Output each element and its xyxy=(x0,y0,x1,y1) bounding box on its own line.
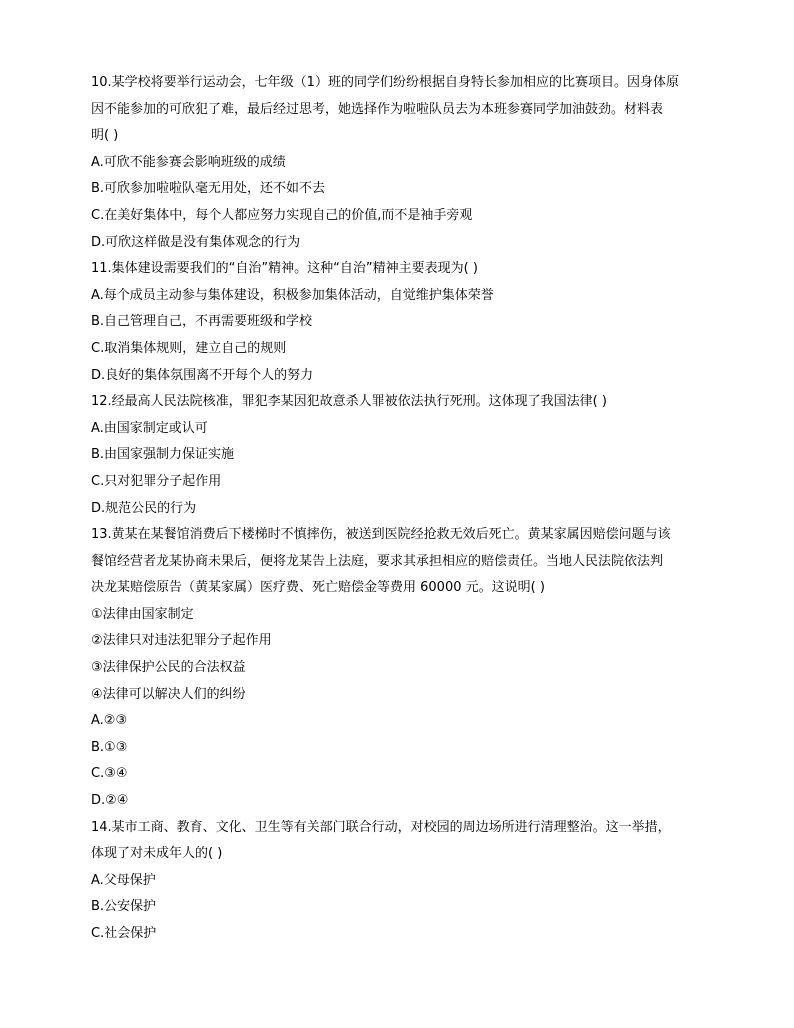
question-13-option-a: A.②③ xyxy=(91,713,128,729)
question-11-option-a: A.每个成员主动参与集体建设，积极参加集体活动，自觉维护集体荣誉 xyxy=(91,287,494,303)
question-14-option-b: B.公安保护 xyxy=(91,899,157,915)
question-12-option-b: B.由国家强制力保证实施 xyxy=(91,447,235,463)
question-13-statement-1: ①法律由国家制定 xyxy=(91,606,194,622)
question-12-option-d: D.规范公民的行为 xyxy=(91,500,197,516)
question-10-option-c: C.在美好集体中，每个人都应努力实现自己的价值,而不是袖手旁观 xyxy=(91,207,473,223)
question-10-option-b: B.可欣参加啦啦队毫无用处，还不如不去 xyxy=(91,181,326,197)
question-10-stem-line-3: 明( ) xyxy=(91,128,119,144)
exam-page xyxy=(91,70,711,948)
question-14-stem-line-2: 体现了对未成年人的( ) xyxy=(91,846,223,862)
question-13-option-b: B.①③ xyxy=(91,739,128,755)
question-13 xyxy=(91,522,711,815)
question-11-option-b: B.自己管理自己，不再需要班级和学校 xyxy=(91,314,313,330)
question-14 xyxy=(91,815,711,948)
question-12-option-a: A.由国家制定或认可 xyxy=(91,420,208,436)
question-13-stem-line-2: 餐馆经营者龙某协商未果后，便将龙某告上法庭，要求其承担相应的赔偿责任。当地人民法院依法判 xyxy=(91,553,664,569)
question-13-statement-2: ②法律只对违法犯罪分子起作用 xyxy=(91,633,272,649)
question-14-option-c: C.社会保护 xyxy=(91,926,157,941)
question-11 xyxy=(91,256,711,389)
question-10 xyxy=(91,70,711,256)
question-12-stem-line-1: 12.经最高人民法院核准，罪犯李某因犯故意杀人罪被依法执行死刑。这体现了我国法律( ) xyxy=(91,394,607,410)
question-11-stem-line-1: 11.集体建设需要我们的“自治”精神。这种“自治”精神主要表现为( ) xyxy=(91,261,478,277)
question-13-option-d: D.②④ xyxy=(91,793,129,809)
question-13-stem-line-3: 决龙某赔偿原告（黄某家属）医疗费、死亡赔偿金等费用 60000 元。这说明( ) xyxy=(91,580,545,596)
question-14-stem-line-1: 14.某市工商、教育、文化、卫生等有关部门联合行动，对校园的周边场所进行清理整治。这一举措， xyxy=(91,819,671,835)
question-14-option-a: A.父母保护 xyxy=(91,872,156,888)
question-13-statement-4: ④法律可以解决人们的纠纷 xyxy=(91,686,246,702)
question-10-stem-line-2: 因不能参加的可欣犯了难，最后经过思考，她选择作为啦啦队员去为本班参赛同学加油鼓劲。材料表 xyxy=(91,101,664,117)
question-11-option-c: C.取消集体规则，建立自己的规则 xyxy=(91,340,287,356)
question-12 xyxy=(91,389,711,522)
question-11-option-d: D.良好的集体氛围离不开每个人的努力 xyxy=(91,367,314,383)
question-13-stem-line-1: 13.黄某在某餐馆消费后下楼梯时不慎摔伤，被送到医院经抢救无效后死亡。黄某家属因赔偿问题与该 xyxy=(91,527,671,543)
question-10-option-a: A.可欣不能参赛会影响班级的成绩 xyxy=(91,154,286,170)
question-13-statement-3: ③法律保护公民的合法权益 xyxy=(91,660,246,676)
question-10-option-d: D.可欣这样做是没有集体观念的行为 xyxy=(91,234,301,250)
question-12-option-c: C.只对犯罪分子起作用 xyxy=(91,473,222,489)
question-10-stem-line-1: 10.某学校将要举行运动会，七年级（1）班的同学们纷纷根据自身特长参加相应的比赛项目。因身体原 xyxy=(91,75,679,90)
question-13-option-c: C.③④ xyxy=(91,766,128,782)
